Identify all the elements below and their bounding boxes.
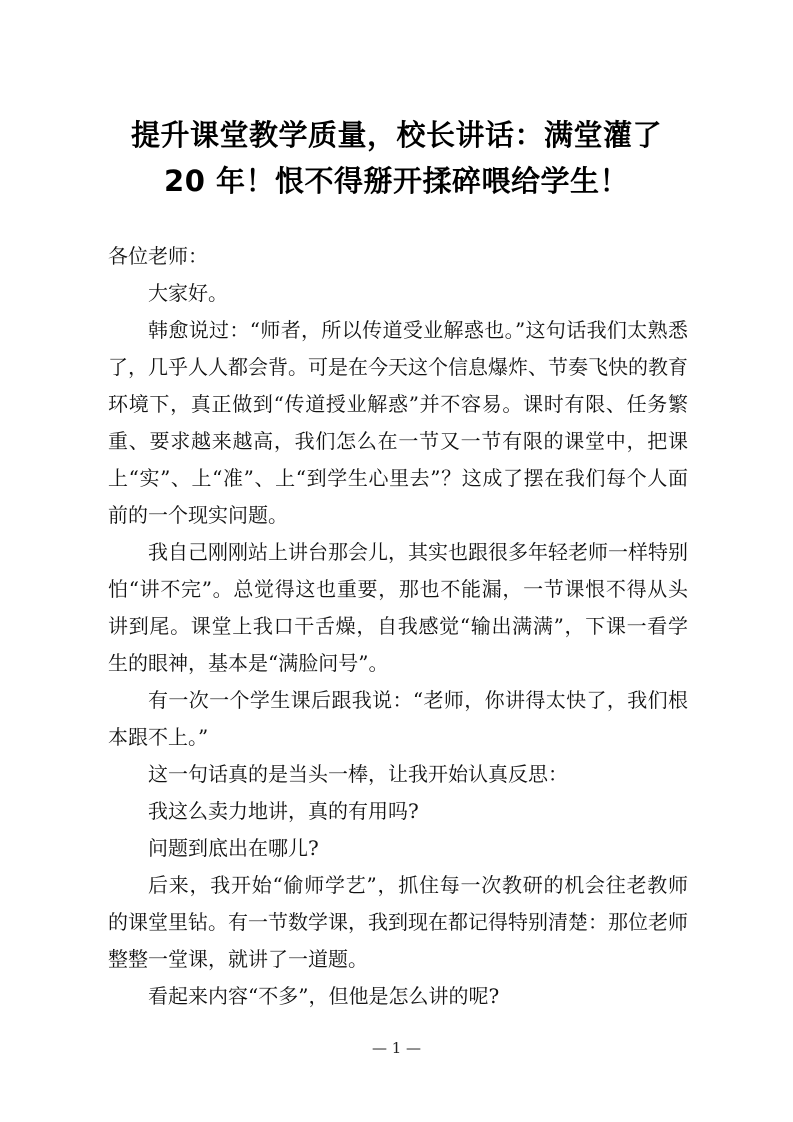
paragraph: 韩愈说过：“师者，所以传道受业解惑也。”这句话我们太熟悉了，几乎人人都会背。可是在今天这个信息爆炸、节奏飞快的教育环境下，真正做到“传道授业解惑”并不容易。课时有限、任务繁重、要求越来越高，我们怎么在一节又一节有限的课堂中，把课上“实”、上“准”、上“到学生心里去”？这成了摆在我们每个人面前的一个现实问题。 <box>108 318 688 527</box>
paragraph: 看起来内容“不多”，但他是怎么讲的呢? <box>148 984 500 1008</box>
paragraph: 大家好。 <box>148 281 228 305</box>
paragraph: 这一句话真的是当头一棒，让我开始认真反思： <box>148 762 568 786</box>
document-title <box>100 112 693 204</box>
paragraph: 问题到底出在哪儿? <box>148 836 319 860</box>
paragraph: 我自己刚刚站上讲台那会儿，其实也跟很多年轻老师一样特别怕“讲不完”。总觉得这也重要，那也不能漏，一节课恨不得从头讲到尾。课堂上我口干舌燥，自我感觉“输出满满”，下课一看学生的眼神，基本是“满脸问号”。 <box>108 540 688 675</box>
document-body <box>108 238 688 1015</box>
salutation: 各位老师： <box>108 244 208 268</box>
title-line-2: 20 年！恨不得掰开揉碎喂给学生！ <box>164 164 629 198</box>
paragraph: 有一次一个学生课后跟我说：“老师，你讲得太快了，我们根本跟不上。” <box>108 688 688 749</box>
title-line-1: 提升课堂教学质量，校长讲话：满堂灌了 <box>130 118 662 152</box>
paragraph: 后来，我开始“偷师学艺”，抓住每一次教研的机会往老教师的课堂里钻。有一节数学课，我到现在都记得特别清楚：那位老师整整一堂课，就讲了一道题。 <box>108 873 688 971</box>
paragraph: 我这么卖力地讲，真的有用吗? <box>148 799 419 823</box>
page-number: — 1 — <box>371 1039 422 1057</box>
